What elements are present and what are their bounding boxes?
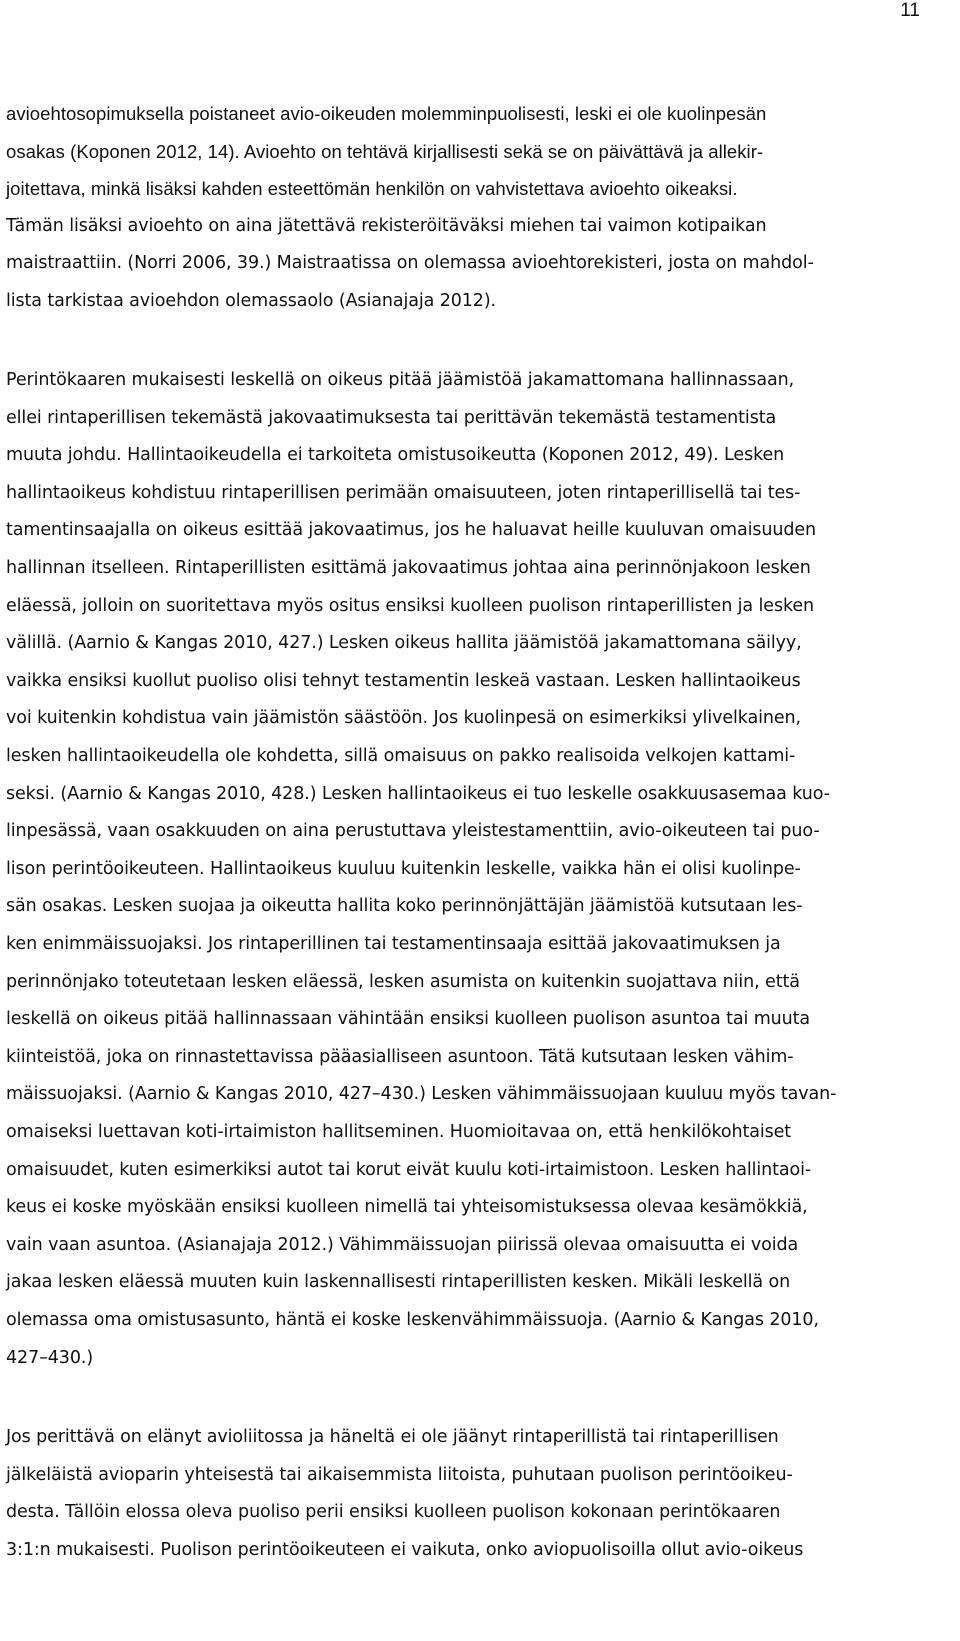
text-line: kiinteistöä, joka on rinnastettavissa pääasialliseen asuntoon. Tätä kutsutaan lesken vähim- (6, 1046, 794, 1067)
text-line: linpesässä, vaan osakkuuden on aina perustuttava yleistestamenttiin, avio-oikeuteen tai puo- (6, 821, 820, 842)
text-line: joitettava, minkä lisäksi kahden esteettömän henkilön on vahvistettava avioehto oikeaksi. (6, 178, 738, 199)
text-line: seksi. (Aarnio & Kangas 2010, 428.) Lesken hallintaoikeus ei tuo leskelle osakkuusasemaa kuo- (6, 783, 830, 804)
text-line: perinnönjako toteutetaan lesken eläessä, lesken asumista on kuitenkin suojattava niin, että (6, 971, 800, 992)
text-line: 427–430.) (6, 1347, 94, 1368)
text-line: vain vaan asuntoa. (Asianajaja 2012.) Vähimmäissuojan piirissä olevaa omaisuutta ei voida (6, 1234, 799, 1255)
text-line: hallinnan itselleen. Rintaperillisten esittämä jakovaatimus johtaa aina perinnönjakoon lesken (6, 558, 811, 578)
text-line: Tämän lisäksi avioehto on aina jätettävä rekisteröitäväksi miehen tai vaimon kotipaikan (6, 215, 767, 236)
text-line: Perintökaaren mukaisesti leskellä on oikeus pitää jäämistöä jakamattomana hallinnassaan, (6, 370, 795, 390)
text-line: avioehtosopimuksella poistaneet avio-oikeuden molemminpuolisesti, leski ei ole kuolinpesän (6, 103, 767, 124)
text-line: maistraattiin. (Norri 2006, 39.) Maistraatissa on olemassa avioehtorekisteri, josta on mahdol- (6, 253, 814, 273)
text-line: ken enimmäissuojaksi. Jos rintaperillinen tai testamentinsaaja esittää jakovaatimuksen ja (6, 934, 781, 954)
text-line: Jos perittävä on elänyt avioliitossa ja häneltä ei ole jäänyt rintaperillistä tai rintaperillisen (6, 1427, 779, 1447)
text-line: osakas (Koponen 2012, 14). Avioehto on tehtävä kirjallisesti sekä se on päivättävä ja allekir- (6, 140, 764, 162)
text-line: voi kuitenkin kohdistua vain jäämistön säästöön. Jos kuolinpesä on esimerkiksi ylivelkainen, (6, 708, 801, 729)
text-line: 3:1:n mukaisesti. Puolison perintöoikeuteen ei vaikuta, onko aviopuolisoilla ollut avio-oikeus (6, 1539, 804, 1560)
text-line: muuta johdu. Hallintaoikeudella ei tarkoiteta omistusoikeutta (Koponen 2012, 49). Lesken (6, 445, 785, 466)
text-line: tamentinsaajalla on oikeus esittää jakovaatimus, jos he haluavat heille kuuluvan omaisuuden (6, 520, 817, 541)
text-line: olemassa oma omistusasunto, häntä ei koske leskenvähimmäissuoja. (Aarnio & Kangas 2010, (6, 1310, 819, 1330)
text-line: hallintaoikeus kohdistuu rintaperillisen perimään omaisuuteen, joten rintaperillisellä tai tes- (6, 482, 801, 503)
page-number: 11 (900, 0, 920, 21)
text-line: ellei rintaperillisen tekemästä jakovaatimuksesta tai perittävän tekemästä testamentista (6, 407, 777, 428)
text-line: eläessä, jolloin on suoritettava myös ositus ensiksi kuolleen puolison rintaperillisten ja lesken (6, 595, 815, 616)
text-line: leskellä on oikeus pitää hallinnassaan vähintään ensiksi kuolleen puolison asuntoa tai muuta (6, 1009, 811, 1030)
text-line: omaisuudet, kuten esimerkiksi autot tai korut eivät kuulu koti-irtaimistoon. Lesken hallintaoi- (6, 1159, 812, 1180)
text-line: lesken hallintaoikeudella ole kohdetta, sillä omaisuus on pakko realisoida velkojen kattami- (6, 746, 796, 766)
text-line: lison perintöoikeuteen. Hallintaoikeus kuuluu kuitenkin leskelle, vaikka hän ei olisi kuolinpe- (6, 858, 801, 879)
text-line: lista tarkistaa avioehdon olemassaolo (Asianajaja 2012). (6, 290, 497, 311)
text-line: sän osakas. Lesken suojaa ja oikeutta hallita koko perinnönjättäjän jäämistöä kutsutaan les- (6, 896, 803, 917)
text-line: jälkeläistä avioparin yhteisestä tai aikaisemmista liitoista, puhutaan puolison perintöoikeu- (6, 1464, 793, 1485)
text-line: keus ei koske myöskään ensiksi kuolleen nimellä tai yhteisomistuksessa olevaa kesämökkiä, (6, 1197, 808, 1218)
text-line: jakaa lesken eläessä muuten kuin laskennallisesti rintaperillisten kesken. Mikäli leskellä on (6, 1272, 791, 1293)
text-line: välillä. (Aarnio & Kangas 2010, 427.) Lesken oikeus hallita jäämistöä jakamattomana säilyy, (6, 633, 802, 654)
text-line: vaikka ensiksi kuollut puoliso olisi tehnyt testamentin leskeä vastaan. Lesken hallintaoikeus (6, 670, 801, 691)
text-line: desta. Tällöin elossa oleva puoliso perii ensiksi kuolleen puolison kokonaan perintökaaren (6, 1502, 781, 1522)
text-line: mäissuojaksi. (Aarnio & Kangas 2010, 427–430.) Lesken vähimmäissuojaan kuuluu myös tavan- (6, 1084, 837, 1105)
text-line: omaiseksi luettavan koti-irtaimiston hallitseminen. Huomioitavaa on, että henkilökohtaiset (6, 1122, 792, 1142)
